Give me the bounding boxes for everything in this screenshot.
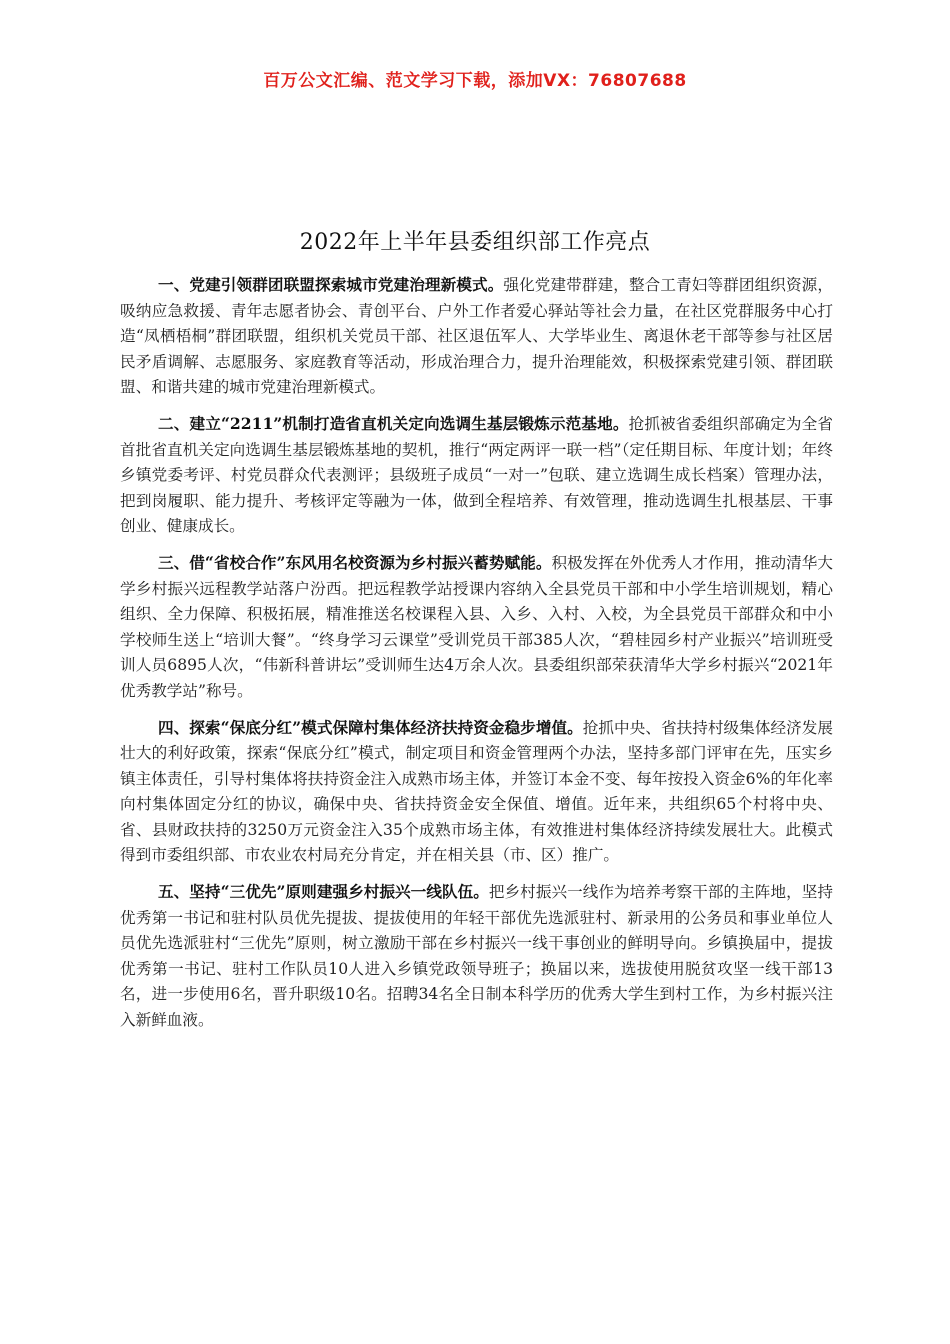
section-1	[120, 272, 833, 401]
section-text: 把乡村振兴一线作为培养考察干部的主阵地，坚持优秀第一书记和驻村队员优先提拔、提拔使用的年轻干部优先选派驻村、新录用的公务员和事业单位人员优先选派驻村“三优先”原则，树立激励干部在乡村振兴一线干事创业的鲜明导向。乡镇换届中，提拔优秀第一书记、驻村工作队员10人进入乡镇党政领导班子；换届以来，选拔使用脱贫攻坚一线干部13名，进一步使用6名，晋升职级10名。招聘34名全日制本科学历的优秀大学生到村工作，为乡村振兴注入新鲜血液。	[120, 883, 833, 1030]
section-text: 抢抓中央、省扶持村级集体经济发展壮大的利好政策，探索“保底分红”模式，制定项目和资金管理两个办法，坚持多部门评审在先，压实乡镇主体责任，引导村集体将扶持资金注入成熟市场主体，并签订本金不变、每年按投入资金6%的年化率向村集体固定分红的协议，确保中央、省扶持资金安全保值、增值。近年来，共组织65个村将中央、省、县财政扶持的3250万元资金注入35个成熟市场主体，有效推进村集体经济持续发展壮大。此模式得到市委组织部、市农业农村局充分肯定，并在相关县（市、区）推广。	[120, 718, 833, 865]
section-text: 强化党建带群建，整合工青妇等群团组织资源，吸纳应急救援、青年志愿者协会、青创平台、户外工作者爱心驿站等社会力量，在社区党群服务中心打造“凤栖梧桐”群团联盟，组织机关党员干部、社区退伍军人、大学毕业生、离退休老干部等参与社区居民矛盾调解、志愿服务、家庭教育等活动，形成治理合力，提升治理能效，积极探索党建引领、群团联盟、和谐共建的城市党建治理新模式。	[120, 276, 833, 397]
section-heading: 五、坚持“三优先”原则建强乡村振兴一线队伍。	[158, 882, 489, 902]
header-banner: 百万公文汇编、范文学习下载，添加VX：76807688	[263, 71, 687, 91]
section-text: 抢抓被省委组织部确定为全省首批省直机关定向选调生基层锻炼基地的契机，推行“两定两评一联一档”（定任期目标、年度计划；年终乡镇党委考评、村党员群众代表测评；县级班子成员“一对一”包联、建立选调生成长档案）管理办法，把到岗履职、能力提升、考核评定等融为一体，做到全程培养、有效管理，推动选调生扎根基层、干事创业、健康成长。	[120, 414, 833, 536]
section-4	[120, 715, 833, 870]
document-body	[120, 272, 833, 1044]
section-5	[120, 879, 833, 1034]
section-text: 积极发挥在外优秀人才作用，推动清华大学乡村振兴远程教学站落户汾西。把远程教学站授课内容纳入全县党员干部和中小学生培训规划，精心组织、全力保障、积极拓展，精准推送名校课程入县、入乡、入村、入校，为全县党员干部群众和中小学校师生送上“培训大餐”。“终身学习云课堂”受训党员干部385人次，“碧桂园乡村产业振兴”培训班受训人员6895人次，“伟新科普讲坛”受训师生达4万余人次。县委组织部荣获清华大学乡村振兴“2021年优秀教学站”称号。	[120, 553, 833, 700]
section-heading: 一、党建引领群团联盟探索城市党建治理新模式。	[158, 275, 504, 294]
section-heading: 四、探索“保底分红”模式保障村集体经济扶持资金稳步增值。	[158, 717, 583, 737]
section-3	[120, 550, 833, 705]
section-heading: 二、建立“2211”机制打造省直机关定向选调生基层锻炼示范基地。	[158, 413, 629, 433]
section-heading: 三、借“省校合作”东风用名校资源为乡村振兴蓄势赋能。	[158, 552, 552, 572]
section-2	[120, 411, 833, 540]
document-title: 2022年上半年县委组织部工作亮点	[299, 230, 651, 255]
